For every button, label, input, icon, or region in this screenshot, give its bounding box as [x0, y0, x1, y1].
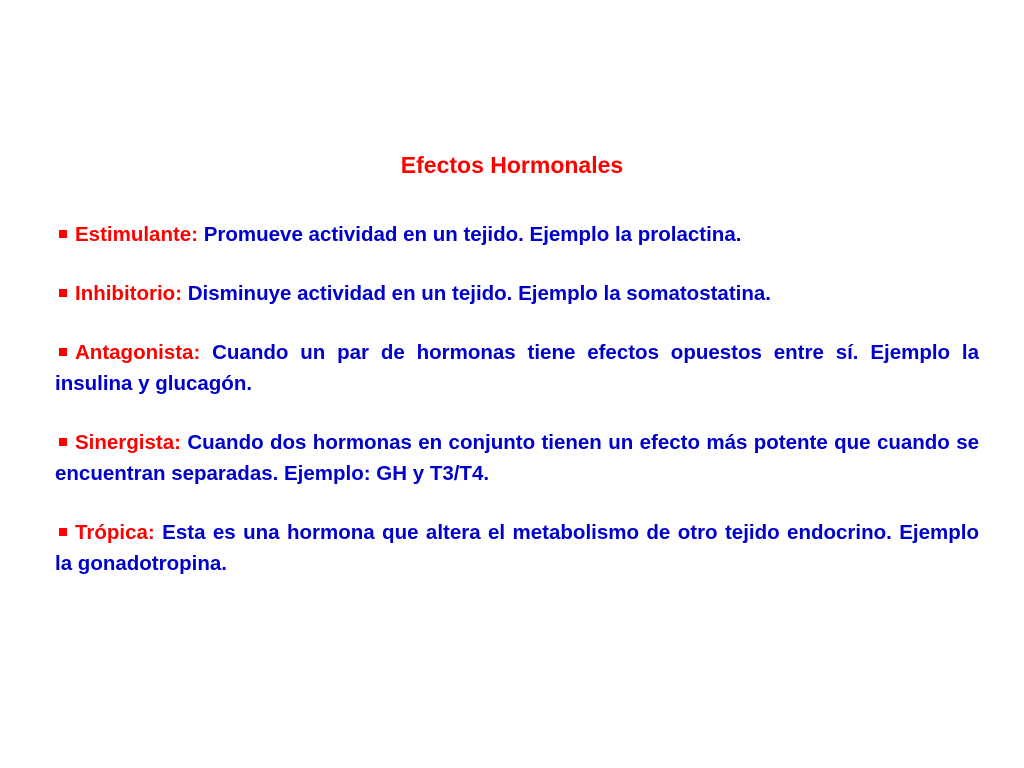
term-description: Cuando dos hormonas en conjunto tienen un efecto más potente que cuando se encuentran separadas. Ejemplo: GH y T3/T4. — [55, 431, 980, 485]
square-bullet-icon — [59, 230, 67, 238]
term-description: Esta es una hormona que altera el metabolismo de otro tejido endocrino. Ejemplo la gonadotropina. — [55, 521, 979, 575]
list-item-inhibitorio — [55, 278, 979, 309]
square-bullet-icon — [59, 289, 67, 297]
term-label: Estimulante: — [75, 223, 199, 246]
square-bullet-icon — [59, 438, 67, 446]
term-description: Cuando un par de hormonas tiene efectos opuestos entre sí. Ejemplo la insulina y glucagón. — [55, 341, 979, 395]
term-label: Antagonista: — [75, 341, 201, 364]
bullet-list — [55, 219, 979, 607]
term-description: Promueve actividad en un tejido. Ejemplo la prolactina. — [203, 223, 742, 246]
slide-title: Efectos Hormonales — [400, 152, 624, 178]
list-item-estimulante — [55, 219, 979, 250]
list-item-tropica — [55, 517, 979, 579]
square-bullet-icon — [59, 528, 67, 536]
term-label: Sinergista: — [75, 431, 181, 454]
list-item-antagonista — [55, 337, 979, 399]
term-label: Trópica: — [75, 521, 155, 544]
square-bullet-icon — [59, 348, 67, 356]
term-description: Disminuye actividad en un tejido. Ejemplo la somatostatina. — [187, 282, 771, 305]
term-label: Inhibitorio: — [75, 282, 183, 305]
list-item-sinergista — [55, 427, 979, 489]
